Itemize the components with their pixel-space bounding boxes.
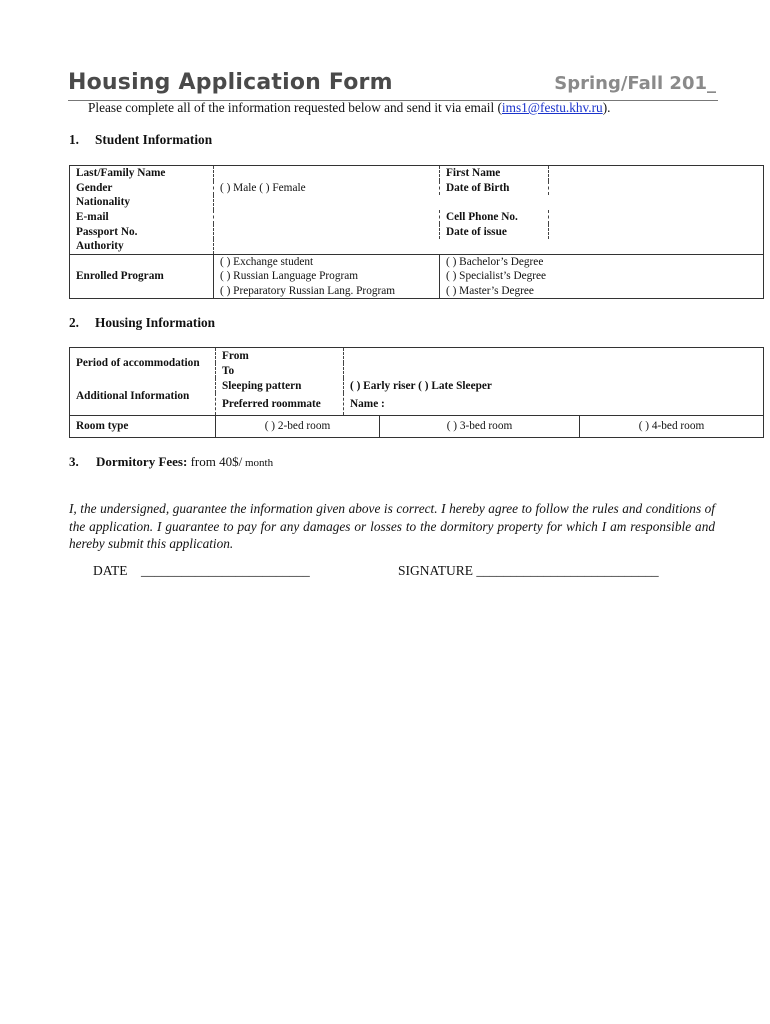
dormitory-fees (69, 454, 273, 470)
date-field[interactable]: _________________________ (141, 563, 310, 578)
dob-label: Date of Birth (440, 181, 549, 196)
intro-before: Please complete all of the information requested below and send it via email ( (88, 100, 502, 115)
authority-label: Authority (76, 240, 124, 253)
date-issue-label: Date of issue (440, 224, 549, 239)
room-type-label: Room type (76, 420, 129, 432)
table-row (70, 224, 764, 239)
cell-field[interactable] (549, 210, 764, 225)
degree-option-master[interactable]: ( ) Master’s Degree (440, 284, 764, 299)
table-row (70, 210, 764, 225)
table-row (70, 348, 764, 364)
table-row (70, 254, 764, 269)
nationality-label: Nationality (76, 196, 130, 209)
date-issue-field[interactable] (549, 224, 764, 239)
roommate-name-field[interactable]: Name : (344, 393, 764, 415)
email-field[interactable] (214, 210, 440, 225)
from-field[interactable] (344, 348, 764, 364)
fees-label: Dormitory Fees: (96, 454, 188, 469)
form-title: Housing Application Form (68, 70, 393, 95)
student-info-table (69, 165, 764, 299)
authority-field[interactable] (214, 239, 764, 254)
program-option-exchange[interactable]: ( ) Exchange student (214, 254, 440, 269)
degree-option-specialist[interactable]: ( ) Specialist’s Degree (440, 269, 764, 284)
dob-field[interactable] (549, 181, 764, 196)
section-number: 1. (69, 132, 79, 147)
section-title: Housing Information (95, 315, 216, 330)
program-label: Enrolled Program (76, 270, 164, 283)
nationality-field[interactable] (214, 195, 764, 210)
room-option-4bed[interactable]: ( ) 4-bed room (580, 415, 764, 437)
room-option-2bed[interactable]: ( ) 2-bed room (216, 415, 380, 437)
table-row (70, 181, 764, 196)
signature-label: SIGNATURE (398, 563, 474, 578)
declaration-text: I, the undersigned, guarantee the information given above is correct. I hereby agree to follow the rules and conditions of the application. I guarantee to pay for any damages or losses to the dormitory property for which I am responsible and hereby submit this application. (69, 501, 715, 551)
intro-after: ). (602, 100, 611, 115)
date-label: DATE (93, 563, 128, 578)
table-row (70, 239, 764, 254)
term-label: Spring/Fall 201_ (554, 73, 716, 94)
table-row (70, 378, 764, 393)
program-option-russian[interactable]: ( ) Russian Language Program (214, 269, 440, 284)
from-label: From (216, 348, 344, 364)
last-name-field[interactable] (214, 166, 440, 181)
header (68, 70, 718, 101)
section-number: 3. (69, 454, 79, 469)
period-label: Period of accommodation (76, 357, 200, 369)
sleeping-options[interactable]: ( ) Early riser ( ) Late Sleeper (344, 378, 764, 393)
section-student-heading (69, 132, 212, 148)
room-option-3bed[interactable]: ( ) 3-bed room (380, 415, 580, 437)
first-name-field[interactable] (549, 166, 764, 181)
section-number: 2. (69, 315, 79, 330)
passport-field[interactable] (214, 224, 440, 239)
to-label: To (216, 363, 344, 378)
signature-line (398, 563, 659, 579)
program-option-preparatory[interactable]: ( ) Preparatory Russian Lang. Program (214, 284, 440, 299)
passport-label: Passport No. (76, 225, 138, 238)
fees-unit: month (242, 457, 274, 469)
additional-label: Additional Information (76, 390, 190, 403)
section-title: Student Information (95, 132, 213, 147)
sleeping-label: Sleeping pattern (216, 378, 344, 393)
first-name-label: First Name (440, 166, 549, 181)
email-label: E-mail (76, 211, 109, 224)
table-row (70, 415, 764, 437)
section-housing-heading (69, 315, 215, 331)
degree-option-bachelor[interactable]: ( ) Bachelor’s Degree (440, 254, 764, 269)
fees-value: from 40$/ (187, 454, 243, 469)
table-row (70, 166, 764, 181)
intro-text (88, 100, 610, 116)
cell-label: Cell Phone No. (440, 210, 549, 225)
gender-label: Gender (76, 181, 113, 194)
table-row (70, 195, 764, 210)
to-field[interactable] (344, 363, 764, 378)
housing-info-table (69, 347, 764, 438)
gender-options[interactable]: ( ) Male ( ) Female (214, 181, 440, 196)
signature-field[interactable]: ___________________________ (476, 563, 659, 578)
roommate-label: Preferred roommate (216, 393, 344, 415)
last-name-label: Last/Family Name (76, 167, 166, 180)
email-link[interactable]: ims1@festu.khv.ru (501, 100, 603, 115)
date-line (93, 563, 310, 579)
